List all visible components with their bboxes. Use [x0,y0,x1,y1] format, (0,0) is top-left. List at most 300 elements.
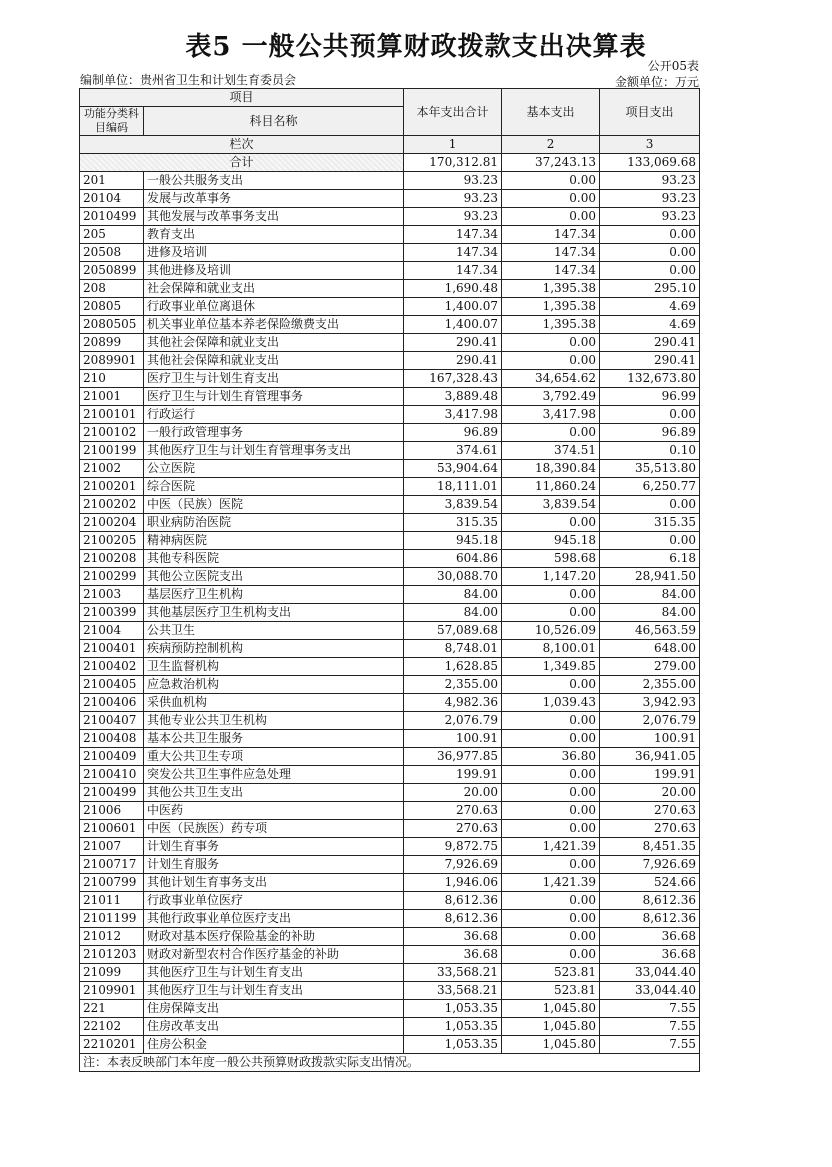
table-row [80,568,700,586]
row-project: 0.00 [600,532,700,550]
row-basic: 0.00 [502,712,600,730]
row-total: 1,946.06 [404,874,502,892]
form-number: 公开05表 [647,59,699,73]
row-code: 2101203 [80,946,144,964]
row-name: 其他社会保障和就业支出 [144,334,404,352]
row-code: 21003 [80,586,144,604]
row-code: 2100204 [80,514,144,532]
row-basic: 34,654.62 [502,370,600,388]
total-row [80,154,700,172]
table-row [80,442,700,460]
row-name: 住房保障支出 [144,1000,404,1018]
header-col-total: 本年支出合计 [404,89,502,136]
row-name: 计划生育事务 [144,838,404,856]
row-name: 行政运行 [144,406,404,424]
row-basic: 0.00 [502,766,600,784]
row-basic: 1,045.80 [502,1036,600,1054]
row-code: 21099 [80,964,144,982]
row-basic: 1,395.38 [502,298,600,316]
row-project: 290.41 [600,334,700,352]
row-total: 199.91 [404,766,502,784]
table-row [80,712,700,730]
table-row [80,496,700,514]
row-basic: 1,045.80 [502,1000,600,1018]
table-row [80,334,700,352]
row-basic: 0.00 [502,586,600,604]
row-code: 2101199 [80,910,144,928]
row-project: 270.63 [600,802,700,820]
header-func-code: 功能分类科目编码 [80,107,144,136]
row-basic: 1,395.38 [502,280,600,298]
row-basic: 0.00 [502,946,600,964]
row-total: 270.63 [404,820,502,838]
row-name: 其他专科医院 [144,550,404,568]
row-code: 2089901 [80,352,144,370]
row-project: 93.23 [600,208,700,226]
row-basic: 945.18 [502,532,600,550]
total-basic: 37,243.13 [502,154,600,172]
row-basic: 1,039.43 [502,694,600,712]
row-name: 计划生育服务 [144,856,404,874]
row-project: 0.00 [600,496,700,514]
row-total: 53,904.64 [404,460,502,478]
row-project: 46,563.59 [600,622,700,640]
table-row [80,640,700,658]
row-total: 36,977.85 [404,748,502,766]
table-row [80,694,700,712]
row-project: 295.10 [600,280,700,298]
table-row [80,622,700,640]
row-code: 2050899 [80,262,144,280]
row-basic: 0.00 [502,820,600,838]
row-name: 行政事业单位医疗 [144,892,404,910]
row-total: 8,612.36 [404,892,502,910]
table-row [80,676,700,694]
row-basic: 523.81 [502,964,600,982]
row-name: 卫生监督机构 [144,658,404,676]
row-total: 1,400.07 [404,316,502,334]
row-total: 8,612.36 [404,910,502,928]
table-row [80,892,700,910]
row-project: 20.00 [600,784,700,802]
row-total: 1,053.35 [404,1000,502,1018]
table-row [80,262,700,280]
row-project: 270.63 [600,820,700,838]
row-basic: 147.34 [502,226,600,244]
row-basic: 0.00 [502,928,600,946]
table-row [80,460,700,478]
row-name: 一般公共服务支出 [144,172,404,190]
row-code: 21001 [80,388,144,406]
row-project: 0.00 [600,226,700,244]
row-total: 33,568.21 [404,982,502,1000]
row-total: 33,568.21 [404,964,502,982]
row-name: 其他基层医疗卫生机构支出 [144,604,404,622]
table-row [80,1000,700,1018]
row-name: 采供血机构 [144,694,404,712]
header-index-2: 2 [502,136,600,154]
row-basic: 1,421.39 [502,838,600,856]
row-code: 2100799 [80,874,144,892]
row-project: 7.55 [600,1036,700,1054]
row-name: 医疗卫生与计划生育管理事务 [144,388,404,406]
header-subject-name: 科目名称 [144,107,404,136]
row-basic: 0.00 [502,856,600,874]
row-total: 1,053.35 [404,1036,502,1054]
row-project: 4.69 [600,298,700,316]
row-code: 2210201 [80,1036,144,1054]
row-basic: 147.34 [502,244,600,262]
row-basic: 0.00 [502,892,600,910]
row-basic: 374.51 [502,442,600,460]
row-basic: 1,395.38 [502,316,600,334]
row-code: 208 [80,280,144,298]
row-code: 21011 [80,892,144,910]
row-total: 604.86 [404,550,502,568]
table-row [80,604,700,622]
row-basic: 147.34 [502,262,600,280]
table-row [80,820,700,838]
row-total: 270.63 [404,802,502,820]
row-project: 93.23 [600,172,700,190]
row-project: 28,941.50 [600,568,700,586]
row-name: 其他公共卫生支出 [144,784,404,802]
row-total: 1,400.07 [404,298,502,316]
row-project: 3,942.93 [600,694,700,712]
row-code: 2080505 [80,316,144,334]
row-code: 21007 [80,838,144,856]
row-name: 中医（民族）医院 [144,496,404,514]
table-row [80,280,700,298]
row-name: 机关事业单位基本养老保险缴费支出 [144,316,404,334]
row-name: 其他医疗卫生与计划生育支出 [144,982,404,1000]
table-row [80,352,700,370]
row-code: 2100409 [80,748,144,766]
row-project: 7.55 [600,1018,700,1036]
header-row-index [80,136,700,154]
row-basic: 0.00 [502,514,600,532]
row-code: 2100601 [80,820,144,838]
header-row-label: 栏次 [80,136,404,154]
header-col-project: 项目支出 [600,89,700,136]
row-name: 一般行政管理事务 [144,424,404,442]
row-code: 2109901 [80,982,144,1000]
table-row [80,532,700,550]
row-project: 36,941.05 [600,748,700,766]
row-code: 2100399 [80,604,144,622]
row-basic: 0.00 [502,334,600,352]
row-basic: 0.00 [502,730,600,748]
row-total: 57,089.68 [404,622,502,640]
row-name: 其他医疗卫生与计划生育支出 [144,964,404,982]
row-project: 93.23 [600,190,700,208]
row-basic: 11,860.24 [502,478,600,496]
row-project: 100.91 [600,730,700,748]
row-name: 其他医疗卫生与计划生育管理事务支出 [144,442,404,460]
row-name: 基层医疗卫生机构 [144,586,404,604]
row-project: 8,612.36 [600,910,700,928]
row-total: 30,088.70 [404,568,502,586]
table-row [80,172,700,190]
row-total: 20.00 [404,784,502,802]
row-project: 0.00 [600,406,700,424]
row-total: 374.61 [404,442,502,460]
row-code: 2100202 [80,496,144,514]
row-project: 0.10 [600,442,700,460]
row-project: 7.55 [600,1000,700,1018]
row-basic: 0.00 [502,424,600,442]
row-code: 20805 [80,298,144,316]
table-row [80,658,700,676]
row-basic: 0.00 [502,802,600,820]
row-basic: 1,147.20 [502,568,600,586]
row-name: 财政对基本医疗保险基金的补助 [144,928,404,946]
row-code: 2100102 [80,424,144,442]
document-title: 表5 一般公共预算财政拨款支出决算表 [185,32,647,62]
row-basic: 0.00 [502,172,600,190]
table-row [80,370,700,388]
row-name: 应急救治机构 [144,676,404,694]
row-project: 0.00 [600,244,700,262]
row-total: 147.34 [404,262,502,280]
table-row [80,298,700,316]
row-project: 96.99 [600,388,700,406]
row-code: 2100201 [80,478,144,496]
row-code: 2010499 [80,208,144,226]
row-project: 7,926.69 [600,856,700,874]
table-row [80,190,700,208]
row-total: 93.23 [404,172,502,190]
header-col-basic: 基本支出 [502,89,600,136]
row-code: 2100101 [80,406,144,424]
table-row [80,910,700,928]
row-code: 2100499 [80,784,144,802]
row-code: 2100405 [80,676,144,694]
table-row [80,388,700,406]
table-row [80,316,700,334]
row-name: 住房公积金 [144,1036,404,1054]
row-total: 100.91 [404,730,502,748]
total-sum: 170,312.81 [404,154,502,172]
total-label: 合计 [80,154,404,172]
row-project: 0.00 [600,262,700,280]
row-code: 21012 [80,928,144,946]
row-code: 2100407 [80,712,144,730]
row-project: 648.00 [600,640,700,658]
row-name: 中医药 [144,802,404,820]
table-row [80,856,700,874]
table-row [80,748,700,766]
row-total: 315.35 [404,514,502,532]
table-row [80,1018,700,1036]
row-project: 524.66 [600,874,700,892]
row-total: 1,628.85 [404,658,502,676]
row-code: 21004 [80,622,144,640]
row-total: 3,417.98 [404,406,502,424]
row-basic: 523.81 [502,982,600,1000]
table-row [80,226,700,244]
row-code: 205 [80,226,144,244]
note-row [80,1054,700,1072]
row-code: 2100205 [80,532,144,550]
row-name: 综合医院 [144,478,404,496]
row-project: 290.41 [600,352,700,370]
row-total: 4,982.36 [404,694,502,712]
row-basic: 3,839.54 [502,496,600,514]
row-code: 2100408 [80,730,144,748]
row-name: 社会保障和就业支出 [144,280,404,298]
row-code: 2100299 [80,568,144,586]
row-name: 医疗卫生与计划生育支出 [144,370,404,388]
row-name: 其他社会保障和就业支出 [144,352,404,370]
row-basic: 1,421.39 [502,874,600,892]
row-total: 18,111.01 [404,478,502,496]
row-code: 20899 [80,334,144,352]
row-total: 2,355.00 [404,676,502,694]
row-total: 167,328.43 [404,370,502,388]
row-project: 33,044.40 [600,964,700,982]
table-row [80,964,700,982]
row-project: 6,250.77 [600,478,700,496]
table-row [80,766,700,784]
row-total: 84.00 [404,586,502,604]
header-index-3: 3 [600,136,700,154]
row-project: 84.00 [600,586,700,604]
row-code: 2100199 [80,442,144,460]
row-project: 279.00 [600,658,700,676]
row-total: 945.18 [404,532,502,550]
row-name: 其他专业公共卫生机构 [144,712,404,730]
row-basic: 3,417.98 [502,406,600,424]
row-code: 2100406 [80,694,144,712]
row-code: 210 [80,370,144,388]
row-name: 住房改革支出 [144,1018,404,1036]
row-total: 8,748.01 [404,640,502,658]
row-name: 其他发展与改革事务支出 [144,208,404,226]
row-project: 35,513.80 [600,460,700,478]
row-name: 其他计划生育事务支出 [144,874,404,892]
row-name: 其他公立医院支出 [144,568,404,586]
table-row [80,406,700,424]
row-name: 其他进修及培训 [144,262,404,280]
row-total: 2,076.79 [404,712,502,730]
row-total: 93.23 [404,208,502,226]
row-total: 96.89 [404,424,502,442]
row-name: 进修及培训 [144,244,404,262]
table-row [80,478,700,496]
row-basic: 0.00 [502,676,600,694]
row-basic: 8,100.01 [502,640,600,658]
row-total: 3,889.48 [404,388,502,406]
row-basic: 18,390.84 [502,460,600,478]
row-code: 20508 [80,244,144,262]
row-total: 3,839.54 [404,496,502,514]
row-total: 1,053.35 [404,1018,502,1036]
row-code: 20104 [80,190,144,208]
row-basic: 1,045.80 [502,1018,600,1036]
table-row [80,730,700,748]
row-basic: 10,526.09 [502,622,600,640]
table-row [80,586,700,604]
row-name: 财政对新型农村合作医疗基金的补助 [144,946,404,964]
row-project: 132,673.80 [600,370,700,388]
row-name: 重大公共卫生专项 [144,748,404,766]
row-code: 221 [80,1000,144,1018]
table-note: 注：本表反映部门本年度一般公共预算财政拨款实际支出情况。 [80,1054,700,1072]
table-row [80,928,700,946]
table-row [80,982,700,1000]
table-row [80,514,700,532]
row-total: 290.41 [404,334,502,352]
row-code: 2100410 [80,766,144,784]
table-row [80,424,700,442]
row-total: 147.34 [404,244,502,262]
row-project: 84.00 [600,604,700,622]
row-name: 公共卫生 [144,622,404,640]
row-total: 36.68 [404,946,502,964]
row-code: 201 [80,172,144,190]
row-total: 9,872.75 [404,838,502,856]
row-code: 21006 [80,802,144,820]
row-project: 96.89 [600,424,700,442]
row-project: 36.68 [600,928,700,946]
row-name: 发展与改革事务 [144,190,404,208]
table-row [80,946,700,964]
row-basic: 36.80 [502,748,600,766]
row-project: 8,451.35 [600,838,700,856]
amount-unit: 金额单位：万元 [614,75,699,89]
row-basic: 1,349.85 [502,658,600,676]
row-total: 93.23 [404,190,502,208]
row-code: 2100401 [80,640,144,658]
row-code: 21002 [80,460,144,478]
row-code: 2100402 [80,658,144,676]
row-project: 8,612.36 [600,892,700,910]
row-basic: 3,792.49 [502,388,600,406]
row-total: 84.00 [404,604,502,622]
table-row [80,550,700,568]
row-total: 290.41 [404,352,502,370]
row-basic: 0.00 [502,352,600,370]
table-row [80,874,700,892]
row-project: 4.69 [600,316,700,334]
row-basic: 0.00 [502,910,600,928]
row-code: 2100208 [80,550,144,568]
organization-unit: 编制单位：贵州省卫生和计划生育委员会 [80,73,297,87]
row-project: 199.91 [600,766,700,784]
row-basic: 0.00 [502,190,600,208]
row-name: 中医（民族医）药专项 [144,820,404,838]
row-name: 精神病医院 [144,532,404,550]
row-name: 行政事业单位离退休 [144,298,404,316]
table-row [80,838,700,856]
row-project: 315.35 [600,514,700,532]
row-name: 突发公共卫生事件应急处理 [144,766,404,784]
expenditure-table [79,88,700,1072]
row-name: 公立医院 [144,460,404,478]
row-basic: 598.68 [502,550,600,568]
row-total: 7,926.69 [404,856,502,874]
row-basic: 0.00 [502,784,600,802]
table-row [80,244,700,262]
row-project: 2,355.00 [600,676,700,694]
header-row-project [80,89,700,107]
table-row [80,784,700,802]
row-code: 22102 [80,1018,144,1036]
row-name: 职业病防治医院 [144,514,404,532]
row-total: 36.68 [404,928,502,946]
row-name: 疾病预防控制机构 [144,640,404,658]
